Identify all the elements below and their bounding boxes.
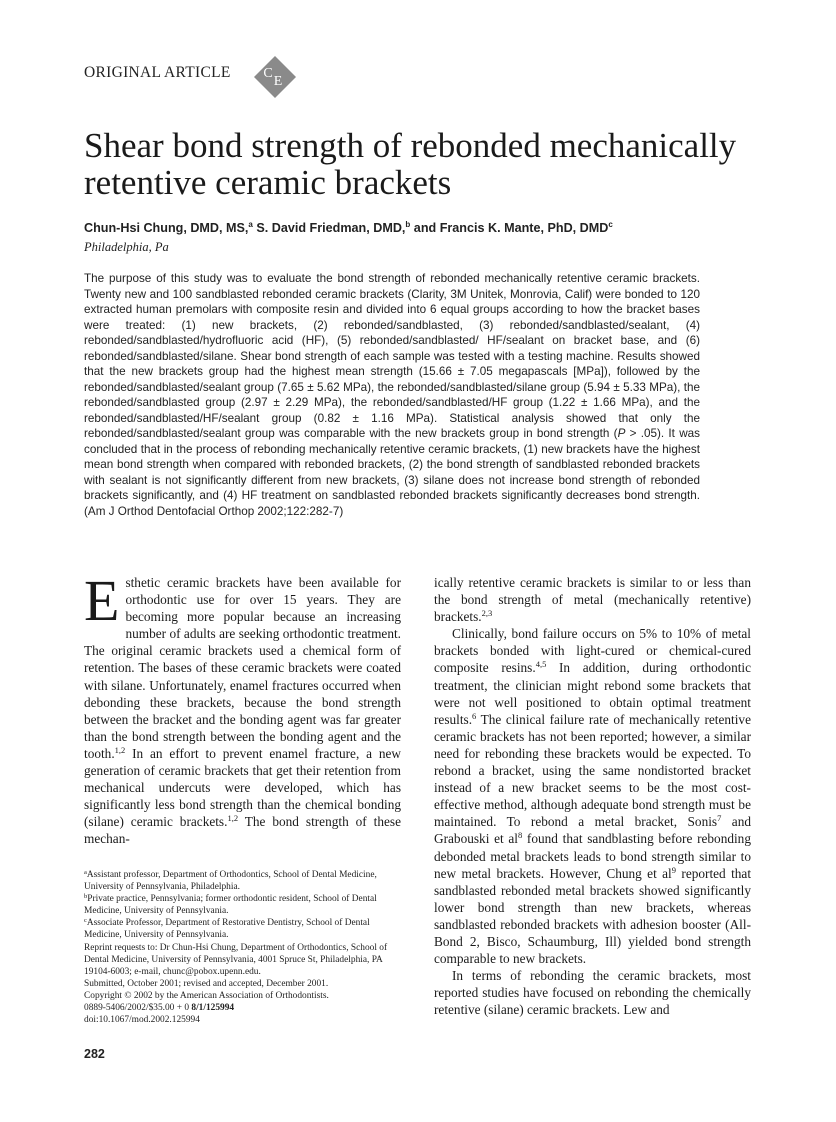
author-3-affil-mark: c xyxy=(608,220,613,229)
footnote-affil-b xyxy=(84,893,402,917)
body-text: sthetic ceramic brackets have been available for orthodontic use for over 15 years. They are becoming more popular because an increasing number of adults are seeking orthodontic treatment. The original ceramic brackets used a chemical form of retention. The bases of these ceramic brackets were coated with silane. Unfortunately, enamel fractures occurred when debonding these brackets, because the bond strength between the bracket and the bonding agent was far greater than the bond strength between the bonding agent and the tooth. xyxy=(84,575,401,761)
footnote-affil-c xyxy=(84,917,402,941)
ce-badge-c: C xyxy=(263,66,273,81)
citation: 1,2 xyxy=(227,813,239,824)
section-label: ORIGINAL ARTICLE xyxy=(84,64,231,81)
footnote-text: Private practice, Pennsylvania; former orthodontic resident, School of Dental Medicine, University of Pennsylvania. xyxy=(84,894,377,917)
author-1: Chun-Hsi Chung, DMD, MS, xyxy=(84,221,249,235)
body-column-left xyxy=(84,568,401,848)
abstract-p-letter: P xyxy=(617,427,626,440)
author-2-affil-mark: b xyxy=(405,220,411,229)
abstract-text-2: > .05). It was concluded that in the process of rebonding mechanically retentive ceramic brackets, (1) new brackets have the highest mean bond strength when compared with rebonded brackets, (2) the bond strength of sandblasted rebonded brackets with sealant is not significantly different from new brackets, (3) silane does not increase bond strength of rebonded brackets significantly, and (4) HF treatment on sandblasted rebonded brackets significantly decreases bond strength. (Am J Orthod Dentofacial Orthop 2002;122:282-7) xyxy=(84,427,700,518)
body-paragraph: In terms of rebonding the ceramic brackets, most reported studies have focused on rebonding the chemically retentive (silane) ceramic brackets. Lew and xyxy=(434,968,751,1018)
footnote-doi: doi:10.1067/mod.2002.125994 xyxy=(84,1015,200,1026)
body-column-right xyxy=(434,574,751,1018)
citation: 6 xyxy=(472,710,477,721)
abstract xyxy=(84,271,700,519)
body-text: In an effort to prevent enamel fracture, a new generation of ceramic brackets that get their retention from mechanical undercuts were developed, which has significantly less bond strength than the chemical bonding (silane) ceramic brackets. xyxy=(84,745,401,830)
body-text: Clinically, bond failure occurs on 5% to 10% of metal brackets bonded with light-cured or chemical-cured composite resins. xyxy=(434,626,751,676)
footnote-text: Assistant professor, Department of Orthodontics, School of Dental Medicine, University of Pennsylvania, Philadelphia. xyxy=(84,870,377,893)
body-text: The clinical failure rate of mechanically retentive ceramic brackets has not been reported; however, a similar need for rebonding these brackets would be expected. To rebond a bracket, using the same nondistorted bracket instead of a new bracket seems to be the most cost-effective method, although adequate bond strength must be maintained. To rebond a metal bracket, Sonis xyxy=(434,711,751,830)
footnote-reprint: Reprint requests to: Dr Chun-Hsi Chung, Department of Orthodontics, School of Dental Medicine, University of Pennsylvania, 4001 Spruce St, Philadelphia, PA 19104-6003; e-mail, chunc@pobox.upenn.edu. xyxy=(84,942,388,977)
body-text: and Grabouski et al xyxy=(434,814,751,847)
body-text: found that sandblasting before rebonding debonded metal brackets leads to bond strength similar to new metal brackets. However, Chung et al xyxy=(434,831,751,881)
citation: 1,2 xyxy=(114,744,126,755)
footnote-copyright: Copyright © 2002 by the American Association of Orthodontists. xyxy=(84,990,329,1001)
author-1-affil-mark: a xyxy=(248,220,253,229)
footnote-affil-a xyxy=(84,869,402,893)
body-text: ically retentive ceramic brackets is similar to or less than the bond strength of metal (mechanically retentive) brackets. xyxy=(434,575,751,625)
citation: 4,5 xyxy=(535,659,547,670)
issn: 0889-5406/2002/$35.00 + 0 xyxy=(84,1003,192,1014)
footnote-text: Associate Professor, Department of Restorative Dentistry, School of Dental Medicine, University of Pennsylvania. xyxy=(84,918,370,941)
citation: 2,3 xyxy=(481,608,493,619)
body-paragraph xyxy=(84,568,401,848)
footnote-mark: a xyxy=(84,869,87,876)
body-text: The bond strength of these mechan- xyxy=(84,814,401,847)
ce-badge-icon xyxy=(253,55,297,99)
article-title: Shear bond strength of rebonded mechanically retentive ceramic brackets xyxy=(84,126,737,202)
footnote-mark: b xyxy=(84,893,88,901)
drop-cap: E xyxy=(84,568,120,633)
author-location: Philadelphia, Pa xyxy=(84,240,169,254)
citation: 9 xyxy=(671,864,677,875)
footnote-issn xyxy=(84,1002,402,1014)
page-number: 282 xyxy=(84,1047,105,1061)
ce-badge-e: E xyxy=(273,74,283,89)
citation: 8 xyxy=(517,830,523,841)
author-3: and Francis K. Mante, PhD, DMD xyxy=(410,221,609,235)
abstract-text-1: The purpose of this study was to evaluate the bond strength of rebonded mechanically retentive ceramic brackets. Twenty new and 100 sandblasted rebonded ceramic brackets (Clarity, 3M Unitek, Monrovia, Calif) were bonded to 120 extracted human premolars with composite resin and divided into 6 equal groups according to how the bracket bases were treated: (1) new brackets, (2) rebonded/sandblasted, (3) rebonded/sandblasted/sealant, (4) rebonded/sandblasted/hydrofluoric acid (HF), (5) rebonded/sandblasted/ HF/sealant on bracket base, and (6) rebonded/sandblasted/silane. Shear bond strength of each sample was tested with a testing machine. Results showed that the new brackets group had the highest mean strength (15.66 ± 7.05 megapascals [MPa]), followed by the rebonded/sandblasted/sealant group (7.65 ± 5.62 MPa), the rebonded/sandblasted/silane group (5.94 ± 5.33 MPa), the rebonded/sandblasted group (2.97 ± 2.29 MPa), the rebonded/sandblasted/HF group (1.22 ± 1.66 MPa), and the rebonded/sandblasted/HF/sealant group (0.82 ± 1.16 MPa). Statistical analysis showed that only the rebonded/sandblasted/sealant group was comparable with the new brackets group in bond strength ( xyxy=(84,272,700,440)
footnote-submitted: Submitted, October 2001; revised and accepted, December 2001. xyxy=(84,978,329,989)
body-text: reported that sandblasted rebonded metal brackets showed significantly lower bond strength than new brackets, whereas sandblasted rebonded brackets with adhesion booster (All-Bond 2, Bisco, Schaumburg, Ill) yielded bond strength comparable to new brackets. xyxy=(434,865,752,967)
body-paragraph xyxy=(434,574,751,625)
issn-code: 8/1/125994 xyxy=(191,1003,235,1014)
footnote-mark: c xyxy=(84,917,87,925)
author-line xyxy=(84,220,613,235)
body-text: In addition, during orthodontic treatment, the clinician might rebond some brackets that were not well positioned to obtain optimal treatment results. xyxy=(434,660,752,727)
author-2: S. David Friedman, DMD, xyxy=(252,221,406,235)
body-paragraph xyxy=(434,625,751,967)
footnotes xyxy=(84,869,402,1026)
citation: 7 xyxy=(717,813,722,824)
